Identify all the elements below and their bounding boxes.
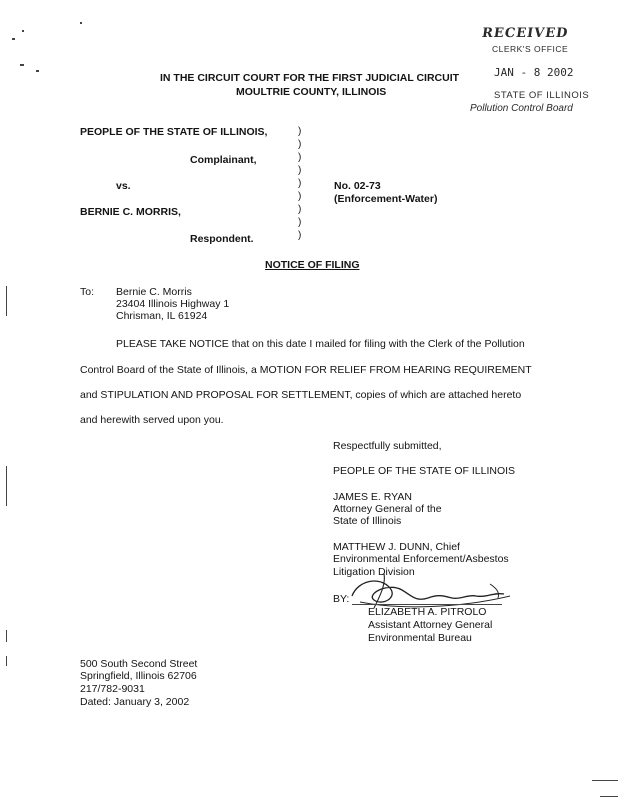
plaintiff-role: Complainant,: [190, 154, 257, 166]
stamp-state: STATE OF ILLINOIS: [494, 90, 590, 101]
chief-name: MATTHEW J. DUNN, Chief: [333, 541, 460, 553]
court-heading-line2: MOULTRIE COUNTY, ILLINOIS: [236, 86, 387, 98]
margin-mark: [6, 630, 7, 642]
brace-mark: ): [298, 178, 302, 189]
margin-mark: [6, 286, 7, 316]
footer-phone: 217/782-9031: [80, 683, 145, 695]
scan-speck: [80, 22, 82, 24]
case-number: No. 02-73: [334, 180, 381, 192]
brace-mark: ): [298, 217, 302, 228]
chief-division-1: Environmental Enforcement/Asbestos: [333, 553, 509, 565]
defendant-role: Respondent.: [190, 233, 254, 245]
scan-speck: [22, 30, 24, 32]
brace-mark: ): [298, 191, 302, 202]
signer-name: ELIZABETH A. PITROLO: [368, 606, 487, 618]
document-title: NOTICE OF FILING: [265, 259, 360, 271]
page-edge-mark: [600, 796, 618, 797]
stamp-clerks-office: CLERK'S OFFICE: [492, 44, 569, 54]
attorney-general-title-1: Attorney General of the: [333, 503, 442, 515]
stamp-date: JAN - 8 2002: [494, 66, 574, 79]
scan-speck: [12, 38, 15, 40]
body-line-4: and herewith served upon you.: [80, 414, 224, 426]
brace-mark: ): [298, 230, 302, 241]
margin-mark: [6, 466, 7, 506]
body-line-3: and STIPULATION AND PROPOSAL FOR SETTLEMENT, copies of which are attached hereto: [80, 389, 522, 401]
body-line-1: PLEASE TAKE NOTICE that on this date I mailed for filing with the Clerk of the Pollution: [116, 338, 525, 350]
brace-mark: ): [298, 204, 302, 215]
stamp-received: RECEIVED: [480, 26, 570, 41]
stamp-board: Pollution Control Board: [470, 103, 573, 114]
page-edge-mark: [592, 780, 618, 781]
by-label: BY:: [333, 593, 350, 605]
body-line-2: Control Board of the State of Illinois, a MOTION FOR RELIEF FROM HEARING REQUIREMENT: [80, 364, 532, 376]
versus-label: vs.: [116, 180, 131, 192]
attorney-general-title-2: State of Illinois: [333, 515, 402, 527]
chief-division-2: Litigation Division: [333, 566, 415, 578]
addressee-street: 23404 Illinois Highway 1: [116, 298, 230, 310]
signer-title: Assistant Attorney General: [368, 619, 493, 631]
brace-mark: ): [298, 126, 302, 137]
brace-mark: ): [298, 165, 302, 176]
case-type: (Enforcement-Water): [334, 193, 438, 205]
brace-mark: ): [298, 139, 302, 150]
court-heading-line1: IN THE CIRCUIT COURT FOR THE FIRST JUDICIAL CIRCUIT: [160, 72, 460, 84]
scan-speck: [20, 64, 24, 66]
footer-dated: Dated: January 3, 2002: [80, 696, 190, 708]
margin-mark: [6, 656, 7, 666]
addressee-name: Bernie C. Morris: [116, 286, 192, 298]
signature-line: [352, 604, 502, 605]
scan-speck: [36, 70, 39, 72]
footer-city: Springfield, Illinois 62706: [80, 670, 197, 682]
addressee-city: Chrisman, IL 61924: [116, 310, 208, 322]
to-label: To:: [80, 286, 95, 298]
signer-bureau: Environmental Bureau: [368, 632, 472, 644]
closing: Respectfully submitted,: [333, 440, 442, 452]
party-name: PEOPLE OF THE STATE OF ILLINOIS: [333, 465, 516, 477]
footer-street: 500 South Second Street: [80, 658, 198, 670]
attorney-general-name: JAMES E. RYAN: [333, 491, 412, 503]
brace-mark: ): [298, 152, 302, 163]
defendant-name: BERNIE C. MORRIS,: [80, 206, 181, 218]
plaintiff-name: PEOPLE OF THE STATE OF ILLINOIS,: [80, 126, 268, 138]
